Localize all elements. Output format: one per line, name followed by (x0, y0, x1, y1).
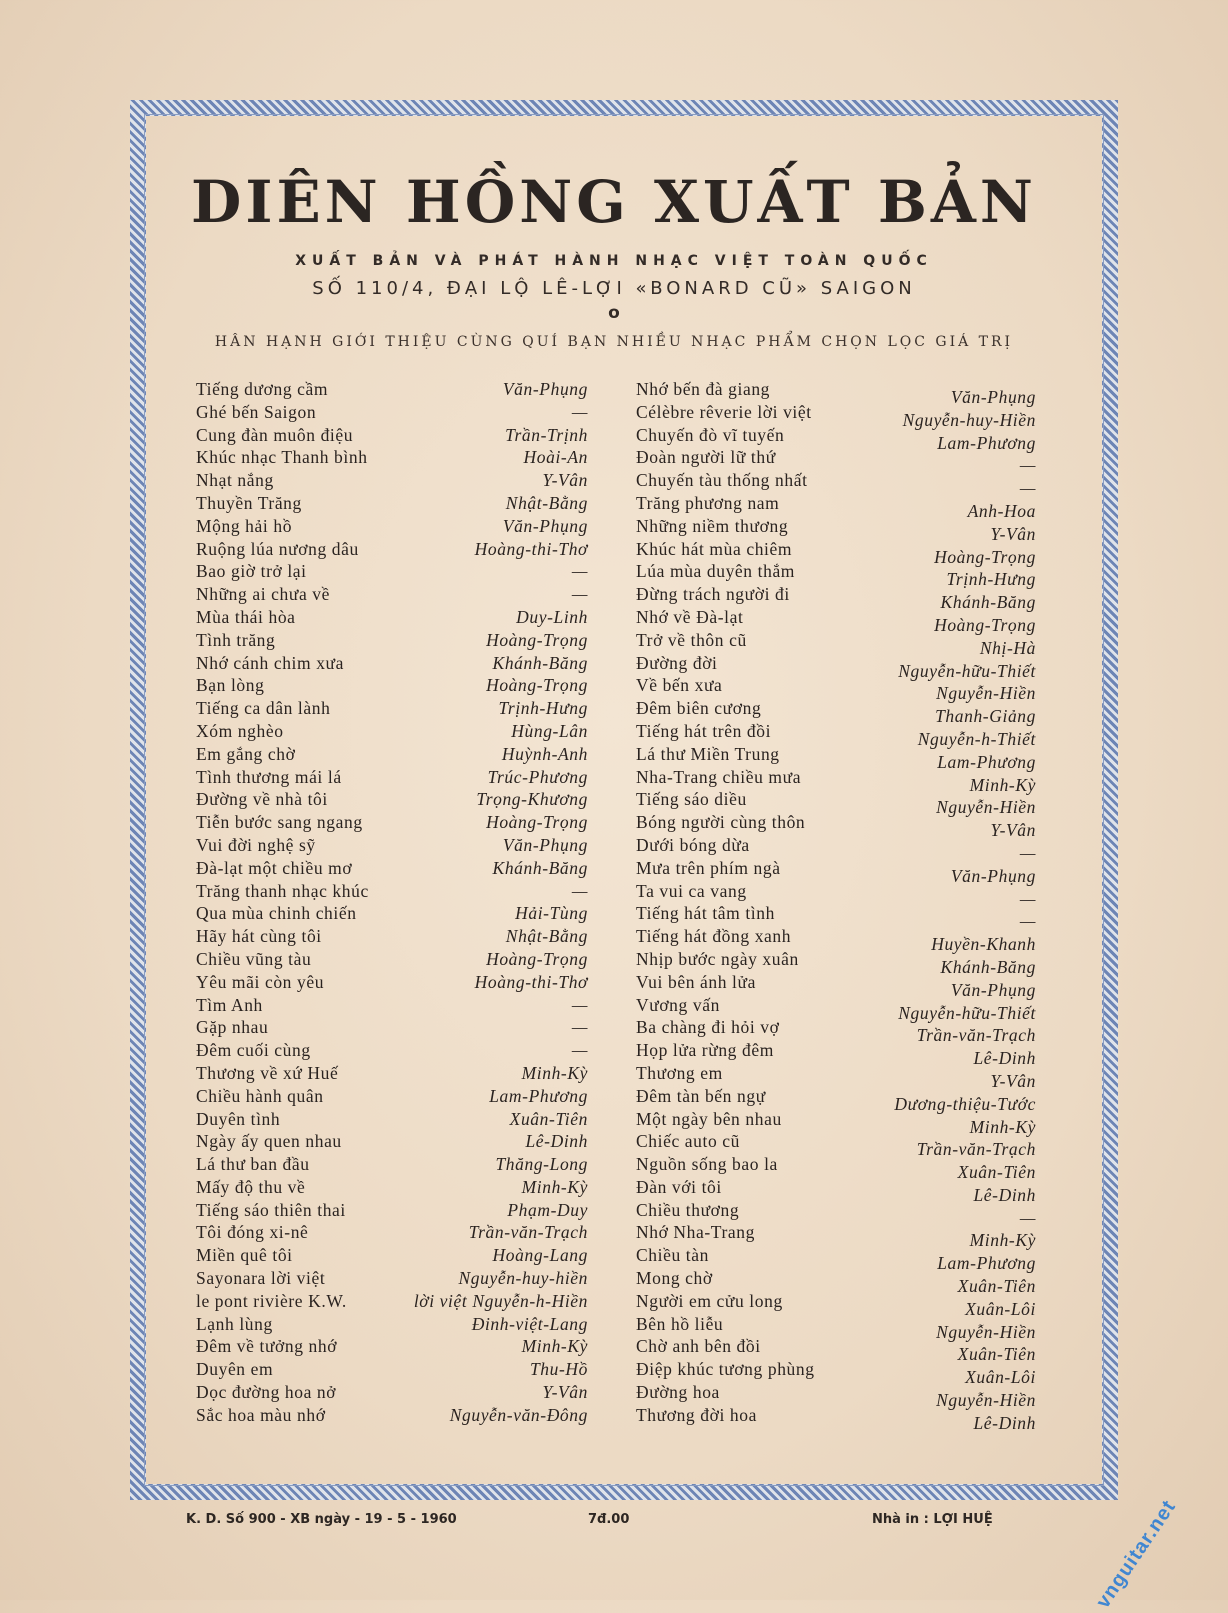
song-title: Tiếng dương cầm (196, 379, 329, 399)
song-entry (636, 1016, 1036, 1046)
song-title: Một ngày bên nhau (636, 1108, 782, 1129)
song-entry (636, 971, 1036, 1000)
song-author: Minh-Kỳ (521, 1336, 588, 1357)
song-author: Hùng-Lân (511, 720, 588, 741)
song-author: Hoàng-thi-Thơ (474, 971, 588, 992)
song-title: Mưa trên phím ngà (636, 857, 781, 878)
song-author: Khánh-Băng (940, 592, 1036, 613)
song-title: Mấy độ thu về (196, 1176, 306, 1197)
song-title: Đà-lạt một chiều mơ (196, 857, 353, 878)
song-entry (196, 788, 612, 811)
song-entry (196, 902, 612, 925)
song-entry (196, 1404, 612, 1427)
song-entry (196, 1313, 612, 1336)
song-title: Em gắng chờ (196, 743, 296, 764)
song-author: Hoàng-Trọng (486, 675, 588, 696)
song-entry (636, 1221, 1036, 1251)
song-author: Hải-Tùng (515, 903, 588, 924)
song-title: Thuyền Trăng (196, 492, 302, 513)
song-author: Nguyễn-huy-Hiền (902, 409, 1036, 430)
song-entry (636, 743, 1036, 772)
song-author: Nguyễn-h-Thiết (917, 728, 1036, 749)
song-title: Nhịp bước ngày xuân (636, 948, 799, 969)
song-entry (636, 925, 1036, 955)
song-entry (196, 766, 612, 789)
song-entry (196, 1016, 612, 1039)
song-author: Y-Vân (990, 523, 1036, 544)
song-entry (196, 1130, 612, 1153)
song-author: Nhật-Bằng (505, 926, 588, 947)
song-entry (196, 1085, 612, 1108)
song-entry (636, 1062, 1036, 1091)
song-entry (196, 446, 612, 469)
song-author: Lam-Phương (937, 1253, 1036, 1274)
song-title: Đêm về tưởng nhớ (196, 1336, 338, 1357)
song-author: Nguyễn-Hiền (936, 1390, 1036, 1411)
song-entry (636, 902, 1036, 932)
song-title: Những niềm thương (636, 515, 789, 536)
song-author: Khánh-Băng (492, 652, 588, 673)
song-entry (636, 994, 1036, 1023)
song-entry (636, 515, 1036, 544)
song-entry (196, 1358, 612, 1381)
song-entry (636, 1085, 1036, 1114)
separator-mark: o (608, 303, 620, 323)
song-author: Nhị-Hà (979, 637, 1036, 658)
song-author: Phạm-Duy (507, 1199, 588, 1220)
song-title: Miền quê tôi (196, 1245, 293, 1266)
song-author: Duy-Linh (516, 606, 588, 627)
song-title: Ghé bến Saigon (196, 401, 317, 422)
song-title: Trăng phương nam (636, 492, 780, 513)
song-author: Nguyễn-Hiền (936, 797, 1036, 818)
song-title: Xóm nghèo (196, 720, 284, 741)
song-entry (196, 1290, 612, 1313)
song-author: Minh-Kỳ (969, 1116, 1036, 1137)
song-entry (196, 1267, 612, 1290)
song-author: Trần-văn-Trạch (468, 1222, 588, 1243)
song-entry (196, 606, 612, 629)
song-author: Lê-Dinh (973, 1184, 1036, 1205)
song-title: Đừng trách người đi (636, 584, 790, 605)
song-author: Anh-Hoa (967, 500, 1036, 521)
song-entry (636, 538, 1036, 567)
song-author: Nguyễn-hữu-Thiết (898, 1002, 1036, 1023)
song-title: Nhạt nắng (196, 470, 274, 491)
song-title: Thương đời hoa (636, 1404, 757, 1425)
song-author: — (571, 994, 588, 1015)
song-author: Đinh-việt-Lang (471, 1313, 588, 1334)
song-entry (196, 857, 612, 880)
song-author: — (571, 584, 588, 605)
song-author: — (571, 1017, 588, 1038)
song-author: Nhật-Bằng (505, 492, 588, 513)
song-entry (196, 720, 612, 743)
song-author: Huỳnh-Anh (501, 743, 588, 764)
song-title: Họp lửa rừng đêm (636, 1040, 774, 1061)
song-author: Nguyễn-Hiền (936, 1321, 1036, 1342)
song-entry (636, 1267, 1036, 1297)
song-author: — (1019, 888, 1036, 909)
song-entry (636, 629, 1036, 658)
song-title: Chiếc auto cũ (636, 1131, 741, 1152)
song-entry (196, 583, 612, 606)
song-title: Tiếng sáo thiên thai (196, 1199, 346, 1220)
song-title: Sayonara lời việt (196, 1268, 326, 1289)
song-entry (636, 720, 1036, 749)
song-entry (196, 880, 612, 903)
song-entry (196, 994, 612, 1017)
song-title: Lá thư Miền Trung (636, 743, 780, 764)
song-author: — (1019, 455, 1036, 476)
song-author: Xuân-Tiên (509, 1108, 588, 1129)
song-entry (196, 1221, 612, 1244)
song-title: Trở về thôn cũ (636, 629, 747, 650)
song-entry (636, 880, 1036, 909)
song-entry (636, 1153, 1036, 1183)
song-title: Ta vui ca vang (636, 880, 747, 901)
song-author: Văn-Phụng (950, 979, 1036, 1000)
song-entry (196, 1244, 612, 1267)
song-title: Gặp nhau (196, 1017, 269, 1038)
song-entry (196, 674, 612, 697)
song-title: Chờ anh bên đồi (636, 1336, 761, 1357)
song-author: Hoài-An (523, 447, 588, 468)
song-author: Trần-văn-Trạch (916, 1139, 1036, 1160)
song-title: Đường đời (636, 652, 718, 673)
song-author: — (571, 401, 588, 422)
song-author: Hoàng-Trọng (486, 629, 588, 650)
song-list-right (636, 378, 1036, 1433)
song-title: Dưới bóng dừa (636, 834, 750, 855)
song-author: Hoàng-Lang (492, 1245, 588, 1266)
song-entry (196, 948, 612, 971)
song-entry (636, 652, 1036, 681)
song-title: Mong chờ (636, 1268, 713, 1289)
song-title: Tiếng hát trên đồi (636, 720, 772, 741)
song-author: Lê-Dinh (973, 1412, 1036, 1433)
song-title: Thương em (636, 1062, 723, 1083)
intro-line: HÂN HẠNH GIỚI THIỆU CÙNG QUÍ BẠN NHIỀU NHẠC PHẨM CHỌN LỌC GIÁ TRỊ (214, 334, 1014, 350)
song-author: — (1019, 478, 1036, 499)
song-author: Nguyễn-huy-hiền (458, 1268, 588, 1289)
song-title: Vui bên ánh lửa (636, 971, 756, 992)
song-author: Y-Vân (990, 820, 1036, 841)
song-author: Trần-văn-Trạch (916, 1025, 1036, 1046)
song-entry (636, 1290, 1036, 1319)
song-entry (636, 948, 1036, 977)
song-entry (636, 697, 1036, 727)
song-author: Lam-Phương (489, 1085, 588, 1106)
song-title: Người em cửu long (636, 1290, 783, 1311)
song-entry (636, 788, 1036, 818)
song-title: Bóng người cùng thôn (636, 812, 806, 833)
song-entry (636, 1381, 1036, 1411)
song-author: Khánh-Băng (492, 857, 588, 878)
song-author: Thăng-Long (495, 1154, 588, 1175)
song-list-left (196, 378, 612, 1427)
song-title: Tiễn bước sang ngang (196, 812, 363, 833)
song-author: Hoàng-Trọng (486, 812, 588, 833)
song-author: Nguyễn-văn-Đông (449, 1404, 588, 1425)
song-author: Văn-Phụng (502, 515, 588, 536)
song-entry (636, 1108, 1036, 1137)
song-entry (196, 469, 612, 492)
song-title: Vương vấn (636, 994, 720, 1015)
song-title: Bên hồ liễu (636, 1313, 724, 1334)
song-title: Tiếng hát đồng xanh (636, 926, 792, 947)
song-title: le pont rivière K.W. (196, 1290, 347, 1311)
song-title: Lá thư ban đầu (196, 1154, 310, 1175)
song-entry (196, 515, 612, 538)
song-entry (196, 811, 612, 834)
song-entry (196, 1108, 612, 1131)
song-title: Khúc nhạc Thanh bình (196, 447, 368, 468)
song-entry (196, 925, 612, 948)
song-author: Văn-Phụng (502, 834, 588, 855)
song-author: Hoàng-Trọng (486, 948, 588, 969)
song-author: — (1019, 842, 1036, 863)
song-entry (636, 583, 1036, 613)
song-entry (636, 674, 1036, 704)
license-number: K. D. Số 900 - XB ngày - 19 - 5 - 1960 (186, 1512, 457, 1527)
song-author: Minh-Kỳ (969, 1230, 1036, 1251)
song-entry (636, 424, 1036, 453)
song-entry (196, 971, 612, 994)
song-author: Minh-Kỳ (969, 774, 1036, 795)
song-author: Y-Vân (990, 1070, 1036, 1091)
song-entry (196, 1199, 612, 1222)
song-entry (636, 766, 1036, 795)
song-title: Trăng thanh nhạc khúc (196, 880, 369, 901)
song-title: Vui đời nghệ sỹ (196, 834, 316, 855)
song-author: Dương-thiệu-Tước (894, 1093, 1036, 1114)
song-title: Sắc hoa màu nhớ (196, 1404, 326, 1425)
song-title: Đoàn người lữ thứ (636, 447, 776, 468)
song-title: Tình trăng (196, 629, 276, 650)
publisher-address: SỐ 110/4, ĐẠI LỘ LÊ-LỢI «BONARD CŨ» SAIGON (312, 278, 916, 299)
song-title: Tiếng hát tâm tình (636, 903, 775, 924)
song-entry (196, 629, 612, 652)
song-title: Nhớ Nha-Trang (636, 1222, 755, 1243)
song-entry (636, 857, 1036, 886)
song-title: Đêm tàn bến ngự (636, 1085, 766, 1106)
song-title: Yêu mãi còn yêu (196, 971, 325, 992)
song-title: Cung đàn muôn điệu (196, 424, 354, 445)
song-author: Xuân-Tiên (957, 1344, 1036, 1365)
song-entry (196, 560, 612, 583)
song-author: Trúc-Phương (487, 766, 588, 787)
song-entry (196, 834, 612, 857)
song-title: Đêm biên cương (636, 698, 762, 719)
song-title: Célèbre rêverie lời việt (636, 401, 812, 422)
song-title: Lúa mùa duyên thắm (636, 561, 796, 582)
song-entry (196, 424, 612, 447)
song-entry (196, 697, 612, 720)
song-entry (196, 1039, 612, 1062)
song-entry (636, 378, 1036, 407)
song-entry (196, 1335, 612, 1358)
song-title: Lạnh lùng (196, 1313, 273, 1334)
song-title: Tiếng ca dân lành (196, 698, 331, 719)
song-title: Bao giờ trở lại (196, 561, 307, 582)
publisher-title: DIÊN HỒNG XUẤT BẢN (191, 168, 1037, 236)
song-entry (636, 1358, 1036, 1388)
song-entry (196, 1062, 612, 1085)
song-author: Huyền-Khanh (931, 934, 1036, 955)
song-title: Qua mùa chinh chiến (196, 903, 357, 924)
song-author: Lam-Phương (937, 432, 1036, 453)
song-entry (636, 446, 1036, 476)
song-title: Đường về nhà tôi (196, 789, 328, 810)
song-title: Bạn lòng (196, 675, 265, 696)
song-entry (196, 743, 612, 766)
song-title: Duyên tình (196, 1108, 281, 1129)
song-entry (636, 401, 1036, 430)
song-author: Xuân-Lôi (965, 1298, 1036, 1319)
song-title: Ruộng lúa nương dâu (196, 538, 359, 559)
song-author: Y-Vân (542, 1382, 588, 1403)
song-title: Mộng hải hồ (196, 515, 293, 536)
song-author: Xuân-Lôi (965, 1367, 1036, 1388)
song-entry (196, 378, 612, 401)
song-title: Nhớ cánh chim xưa (196, 652, 344, 673)
song-title: Ngày ấy quen nhau (196, 1131, 342, 1152)
song-title: Những ai chưa về (196, 584, 331, 605)
song-author: Minh-Kỳ (521, 1062, 588, 1083)
song-title: Đường hoa (636, 1382, 720, 1403)
song-entry (636, 811, 1036, 841)
song-entry (196, 1153, 612, 1176)
song-author: Văn-Phụng (950, 387, 1036, 407)
song-title: Tình thương mái lá (196, 766, 342, 787)
song-title: Dọc đường hoa nở (196, 1382, 337, 1403)
song-author: Y-Vân (542, 470, 588, 491)
song-author: — (1019, 1207, 1036, 1228)
song-entry (196, 492, 612, 515)
song-author: Lê-Dinh (525, 1131, 588, 1152)
song-title: Chuyến đò vĩ tuyến (636, 424, 785, 445)
song-entry (196, 1381, 612, 1404)
publisher-subtitle: XUẤT BẢN VÀ PHÁT HÀNH NHẠC VIỆT TOÀN QUỐC (295, 253, 933, 269)
song-entry (636, 1199, 1036, 1228)
song-author: Lam-Phương (937, 751, 1036, 772)
song-author: — (571, 880, 588, 901)
song-author: Trịnh-Hưng (946, 569, 1036, 590)
song-author: — (571, 561, 588, 582)
song-author: Hoàng-Trọng (934, 546, 1036, 567)
song-entry (636, 1176, 1036, 1205)
song-author: Trọng-Khương (476, 789, 588, 810)
song-title: Đêm cuối cùng (196, 1040, 311, 1061)
song-entry (636, 1130, 1036, 1160)
song-title: Chuyến tàu thống nhất (636, 470, 808, 491)
song-author: Nguyễn-Hiền (936, 683, 1036, 704)
song-title: Nha-Trang chiều mưa (636, 766, 802, 787)
song-author: Văn-Phụng (502, 379, 588, 399)
song-entry (636, 1244, 1036, 1274)
song-author: Minh-Kỳ (521, 1176, 588, 1197)
song-title: Mùa thái hòa (196, 606, 296, 627)
song-title: Tìm Anh (196, 994, 263, 1015)
song-entry (196, 538, 612, 561)
price: 7đ.00 (588, 1512, 630, 1527)
song-entry (636, 492, 1036, 521)
song-title: Điệp khúc tương phùng (636, 1359, 815, 1380)
song-author: Thanh-Giảng (935, 706, 1036, 727)
song-author: Thu-Hồ (529, 1359, 588, 1380)
printer-name: Nhà in : LỢI HUỆ (872, 1512, 993, 1527)
song-title: Chiều hành quân (196, 1085, 324, 1106)
song-title: Nhớ bến đà giang (636, 379, 771, 399)
song-author: lời việt Nguyễn-h-Hiền (413, 1290, 588, 1311)
song-author: Hoàng-thi-Thơ (474, 538, 588, 559)
song-entry (636, 606, 1036, 635)
song-author: Trần-Trịnh (505, 424, 588, 445)
song-title: Chiều vũng tàu (196, 948, 312, 969)
song-title: Hãy hát cùng tôi (196, 926, 322, 947)
song-title: Tôi đóng xi-nê (196, 1222, 309, 1243)
song-entry (636, 1335, 1036, 1365)
song-title: Nhớ về Đà-lạt (636, 606, 744, 627)
song-entry (196, 652, 612, 675)
song-author: Trịnh-Hưng (498, 698, 588, 719)
song-entry (636, 560, 1036, 590)
song-author: — (1019, 911, 1036, 932)
song-author: — (571, 1040, 588, 1061)
song-author: Nguyễn-hữu-Thiết (898, 660, 1036, 681)
song-title: Về bến xưa (636, 675, 723, 696)
song-author: Xuân-Tiên (957, 1162, 1036, 1183)
site-watermark: vnguitar.net (1092, 1496, 1181, 1613)
song-title: Khúc hát mùa chiêm (636, 538, 793, 559)
song-entry (636, 1404, 1036, 1433)
song-title: Thương về xứ Huế (196, 1062, 339, 1083)
song-title: Tiếng sáo diều (636, 789, 747, 810)
song-entry (636, 834, 1036, 863)
song-title: Ba chàng đi hỏi vợ (636, 1017, 780, 1038)
song-entry (636, 1313, 1036, 1342)
song-title: Chiều thương (636, 1199, 740, 1220)
song-author: Hoàng-Trọng (934, 614, 1036, 635)
song-title: Đàn với tôi (636, 1176, 722, 1197)
song-author: Khánh-Băng (940, 956, 1036, 977)
song-title: Chiều tàn (636, 1245, 709, 1266)
song-title: Duyên em (196, 1359, 274, 1380)
song-entry (636, 469, 1036, 499)
song-title: Nguồn sống bao la (636, 1154, 778, 1175)
song-author: Xuân-Tiên (957, 1276, 1036, 1297)
song-author: Lê-Dinh (973, 1048, 1036, 1069)
song-author: Văn-Phụng (950, 865, 1036, 886)
song-entry (196, 401, 612, 424)
song-entry (196, 1176, 612, 1199)
song-entry (636, 1039, 1036, 1069)
